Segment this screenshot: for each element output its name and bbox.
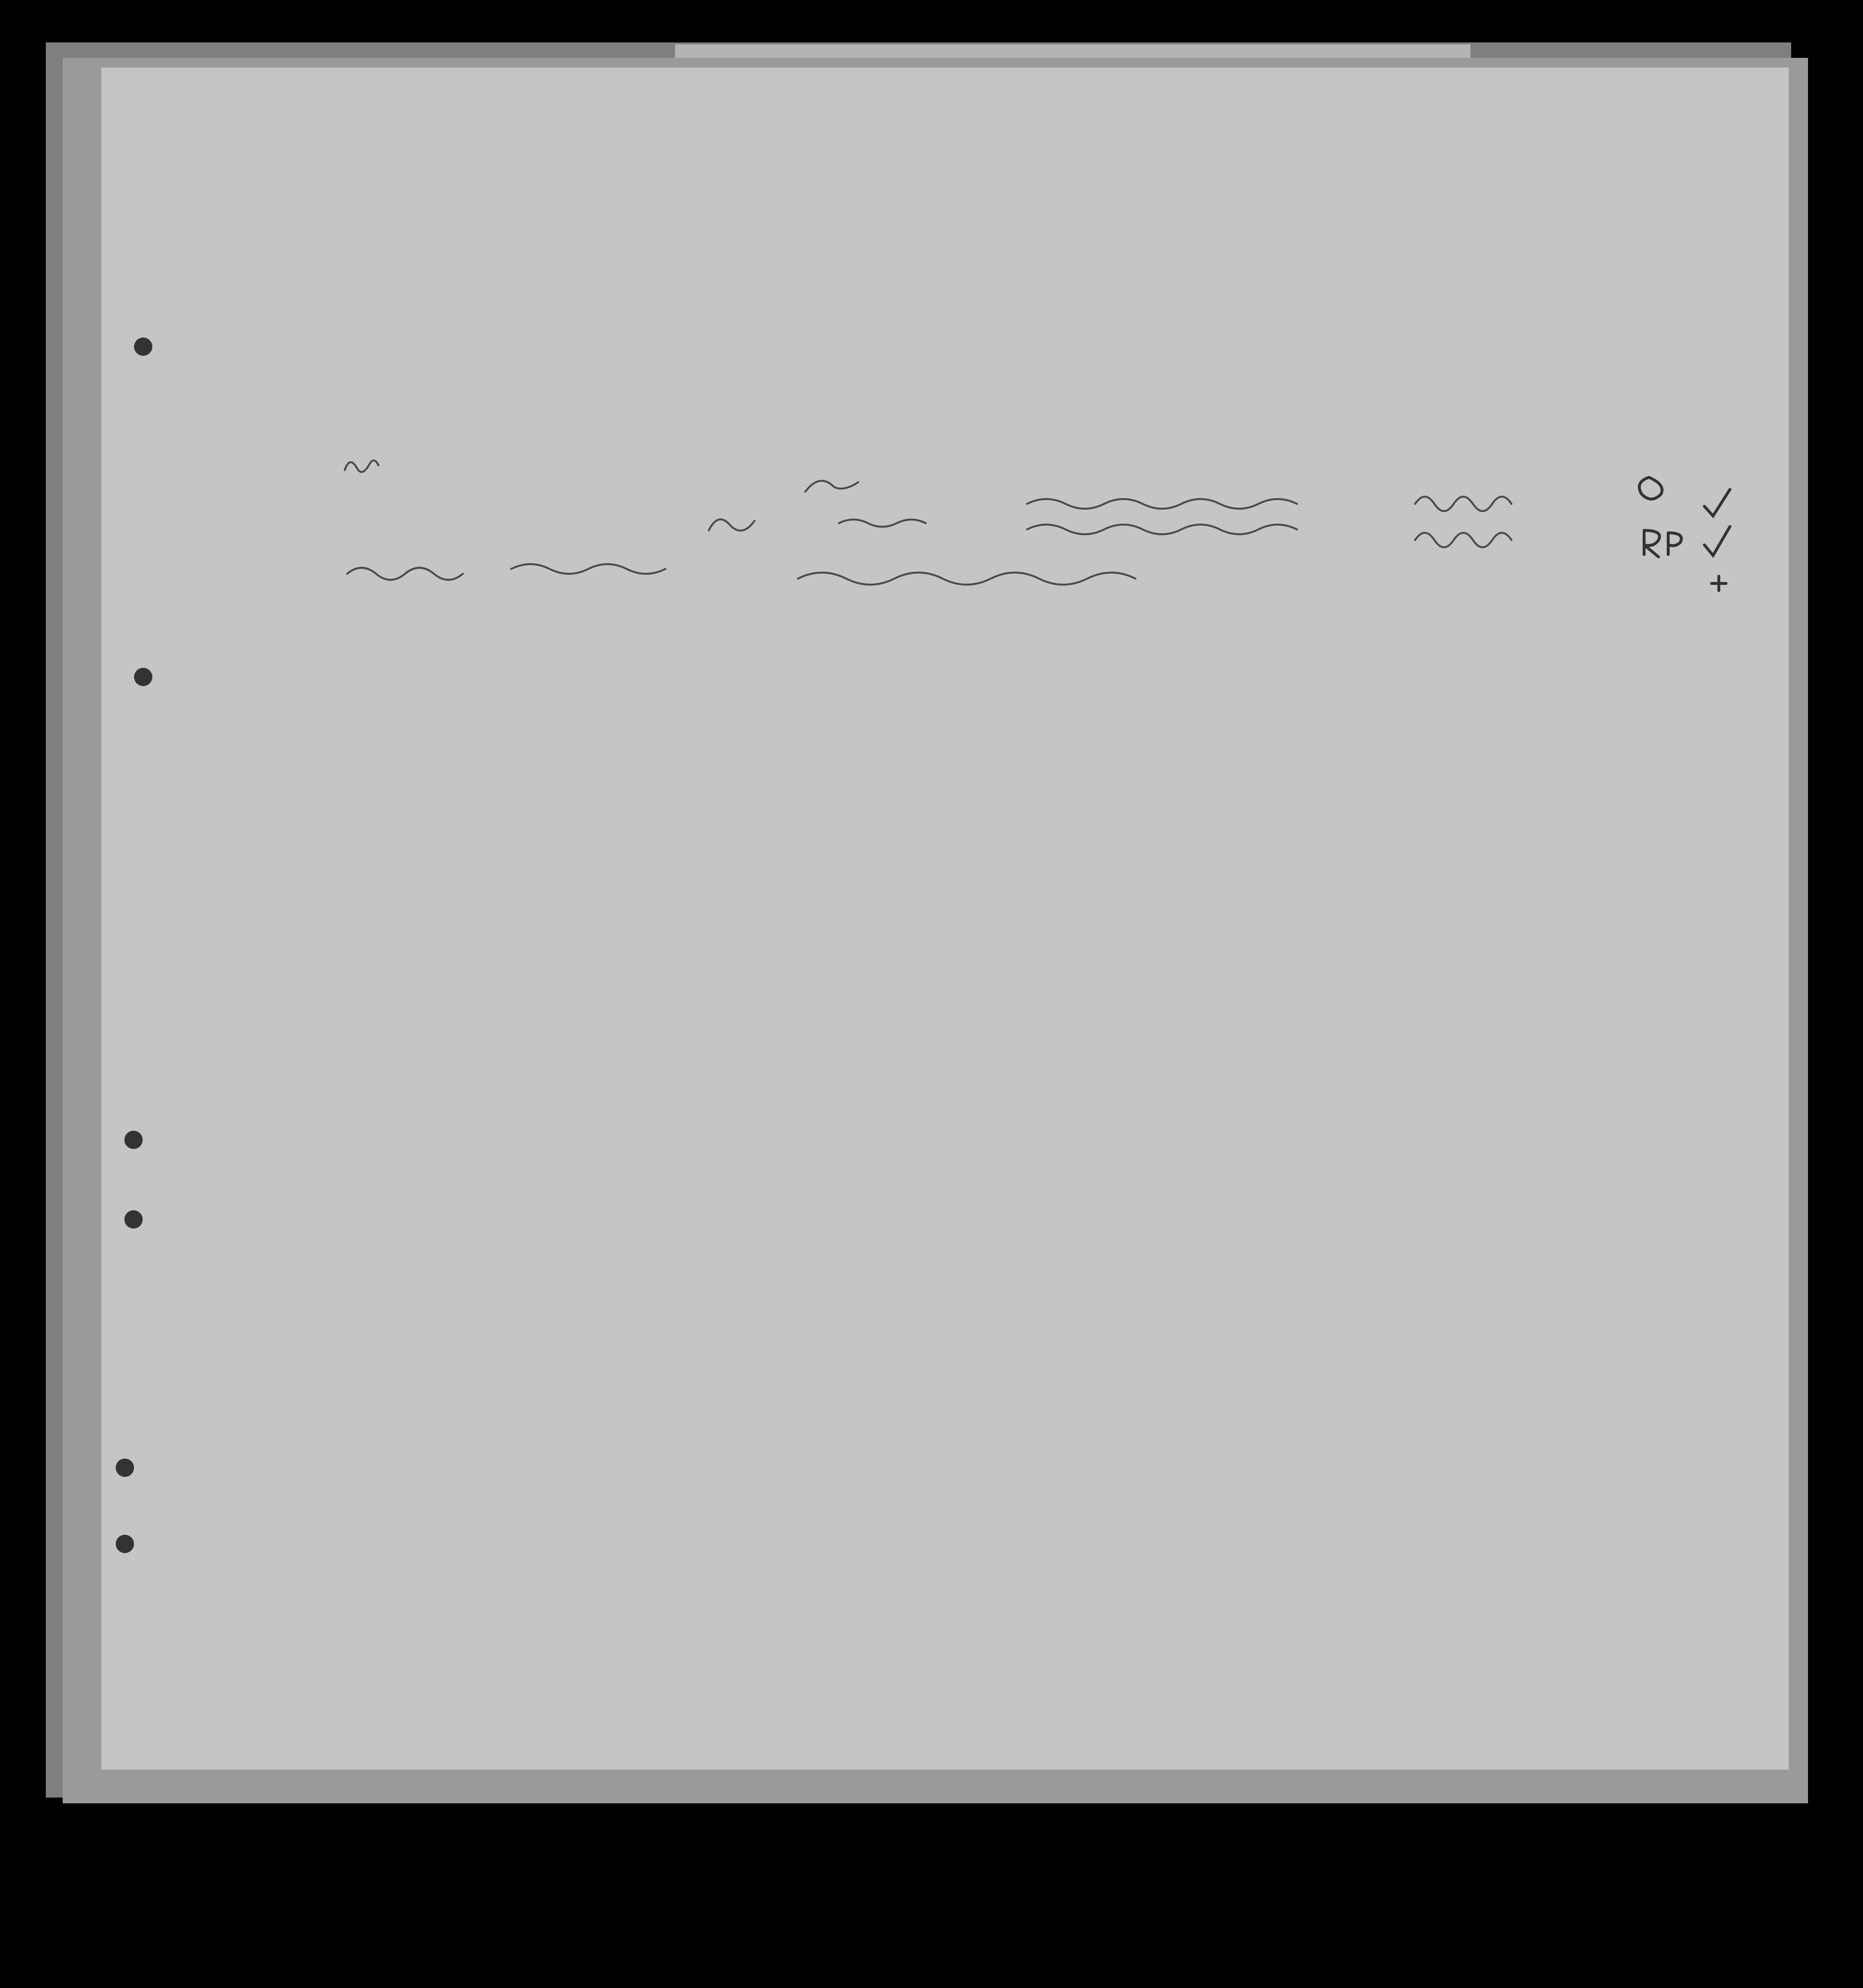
handwritten-scrawl [345,460,378,472]
check-mark [1704,527,1730,555]
handwritten-scrawl [798,573,1135,585]
handwritten-scrawl [1415,497,1512,511]
handwritten-scrawl [511,564,665,574]
handwritten-scrawl [1415,533,1512,547]
handwritten-scrawl [1027,499,1297,509]
initials-mark [1644,530,1681,557]
handwritten-scrawl [347,568,463,580]
check-mark [1704,489,1730,516]
plus-mark [1712,576,1726,591]
handwritten-scrawl [839,520,926,527]
handwritten-scrawl [805,481,858,492]
circle-mark [1639,477,1662,499]
handwritten-scrawl [1027,525,1297,534]
handwritten-scrawl [709,519,755,530]
